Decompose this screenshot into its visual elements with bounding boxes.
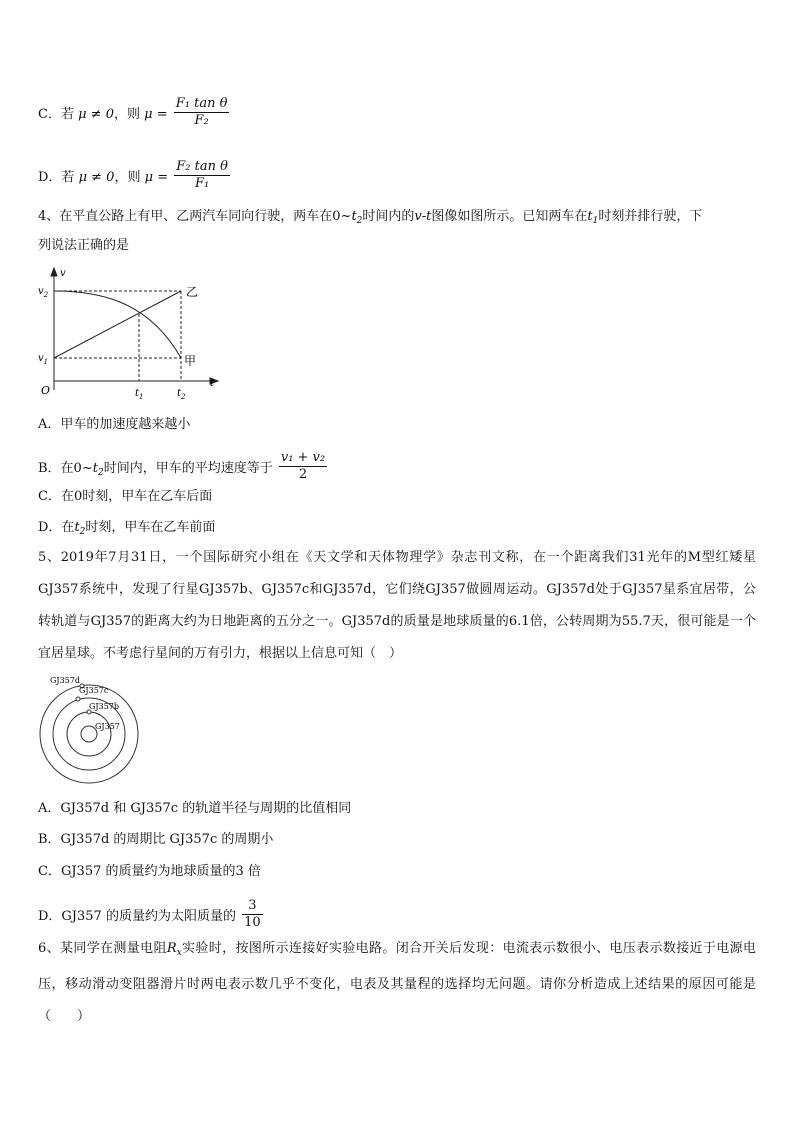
q5-option-b: B．GJ357d 的周期比 GJ357c 的周期小	[38, 832, 274, 847]
q4-text-2: 时间内的	[362, 209, 415, 224]
q6-r: R	[166, 941, 177, 956]
v1-label: $v_1$	[38, 353, 49, 366]
q4-b-pre: B．在0~	[38, 461, 93, 476]
q4-text-4: 时刻并排行驶，下	[598, 209, 703, 224]
option-d-denominator: F₁	[194, 176, 210, 191]
question-4-line-2: 列说法正确的是	[38, 238, 130, 253]
q4-option-b	[38, 452, 329, 485]
t2-label: $t_2$	[177, 388, 186, 401]
q4-text-3: 图像如图所示。已知两车在	[431, 209, 588, 224]
orbit-diagram	[38, 672, 148, 784]
q4-b-t-sub: 2	[97, 468, 104, 478]
option-d-numerator: F₂ tan θ	[176, 159, 228, 174]
option-c-numerator: F₁ tan θ	[175, 96, 228, 111]
orbit-b	[67, 712, 111, 756]
question-6-text	[38, 933, 756, 1033]
v-axis-arrow	[51, 268, 57, 276]
q4-b-fraction	[279, 450, 327, 483]
vt-graph	[38, 262, 224, 404]
q5-d-denominator: 10	[244, 915, 261, 930]
question-5-text: 5、2019年7月31日，一个国际研究小组在《天文学和天体物理学》杂志刊文称，在一个距离我们31光年的M型红矮星GJ357系统中，发现了行星GJ357b、GJ357c和GJ357d，它们绕GJ357做圆周运动。GJ357d处于GJ357星系宜居带，公转轨道与GJ357的距离大约为日地距离的五分之一。GJ357d的质量是地球质量的6.1倍，公转周期为55.7天，很可能是一个宜居星球。不考虑行星间的万有引力，根据以上信息可知（ ）	[38, 550, 756, 661]
option-d-condition: μ ≠ 0	[78, 170, 115, 185]
q4-b-denominator: 2	[298, 467, 308, 482]
option-c	[38, 98, 231, 131]
option-d-label: D．若	[38, 170, 75, 185]
q6-text-pre: 6、某同学在测量电阻	[38, 941, 167, 956]
option-c-then: ，则	[113, 107, 140, 122]
q5-option-a: A．GJ357d 和 GJ357c 的轨道半径与周期的比值相同	[38, 801, 352, 816]
q4-d-post: 时刻，甲车在乙车前面	[85, 520, 216, 535]
q4-d-t-sub: 2	[79, 527, 86, 537]
q4-b-t: t	[92, 461, 98, 476]
option-c-lhs: μ =	[144, 107, 168, 122]
q4-d-pre: D．在	[38, 520, 75, 535]
q4-b-post: 时间内，甲车的平均速度等于	[103, 461, 273, 476]
t1-label: $t_1$	[135, 388, 144, 401]
label-gj357c: GJ357c	[79, 686, 109, 695]
orbit-d	[40, 685, 138, 783]
option-d-then: ，则	[114, 170, 141, 185]
v2-label: $v_2$	[38, 286, 49, 299]
q4-vt: v-t	[414, 209, 432, 224]
origin-label: O	[41, 384, 51, 397]
option-c-condition: μ ≠ 0	[78, 107, 114, 122]
q4-text-1: 4、在平直公路上有甲、乙两汽车同向行驶，两车在0~	[38, 209, 352, 224]
planet-c	[76, 697, 80, 701]
option-c-label: C．若	[38, 107, 74, 122]
option-d-fraction	[174, 159, 230, 192]
q5-d-numerator: 3	[242, 898, 263, 915]
question-4-line-1	[38, 209, 702, 229]
option-c-fraction	[174, 96, 230, 129]
yi-label: 乙	[186, 285, 199, 299]
q4-b-numerator: v₁ + v₂	[280, 450, 326, 465]
q6-r-sub: x	[176, 948, 182, 958]
q4-option-d	[38, 520, 215, 540]
label-gj357: GJ357	[95, 722, 120, 731]
q5-d-fraction	[242, 898, 263, 931]
q5-option-d	[38, 900, 265, 933]
jia-label: 甲	[184, 354, 197, 368]
v-axis-label: v	[60, 268, 66, 279]
option-d	[38, 161, 232, 194]
option-d-lhs: μ =	[144, 170, 169, 185]
t-axis-label: t	[210, 378, 215, 389]
q4-t2: t	[351, 209, 357, 224]
q5-d-pre: D．GJ357 的质量约为太阳质量的	[38, 909, 236, 924]
q4-t1: t	[587, 209, 593, 224]
label-gj357d: GJ357d	[50, 676, 80, 685]
q4-option-a: A．甲车的加速度越来越小	[38, 417, 191, 432]
q4-option-c: C．在0时刻，甲车在乙车后面	[38, 489, 213, 504]
q4-t2-sub: 2	[356, 216, 363, 226]
q4-d-t: t	[74, 520, 80, 535]
q5-option-c: C．GJ357 的质量约为地球质量的3 倍	[38, 864, 261, 879]
option-c-denominator: F₂	[194, 113, 209, 128]
q6-text-post: 实验时，按图所示连接好实验电路。闭合开关后发现：电流表示数很小、电压表示数接近于电源电压，移动滑动变阻器滑片时两电表示数几乎不变化，电表及其量程的选择均无问题。请你分析造成上述结果的原因可能是（ ）	[38, 941, 756, 1024]
label-gj357b: GJ357b	[89, 702, 119, 711]
q4-t1-sub: 1	[592, 216, 599, 226]
